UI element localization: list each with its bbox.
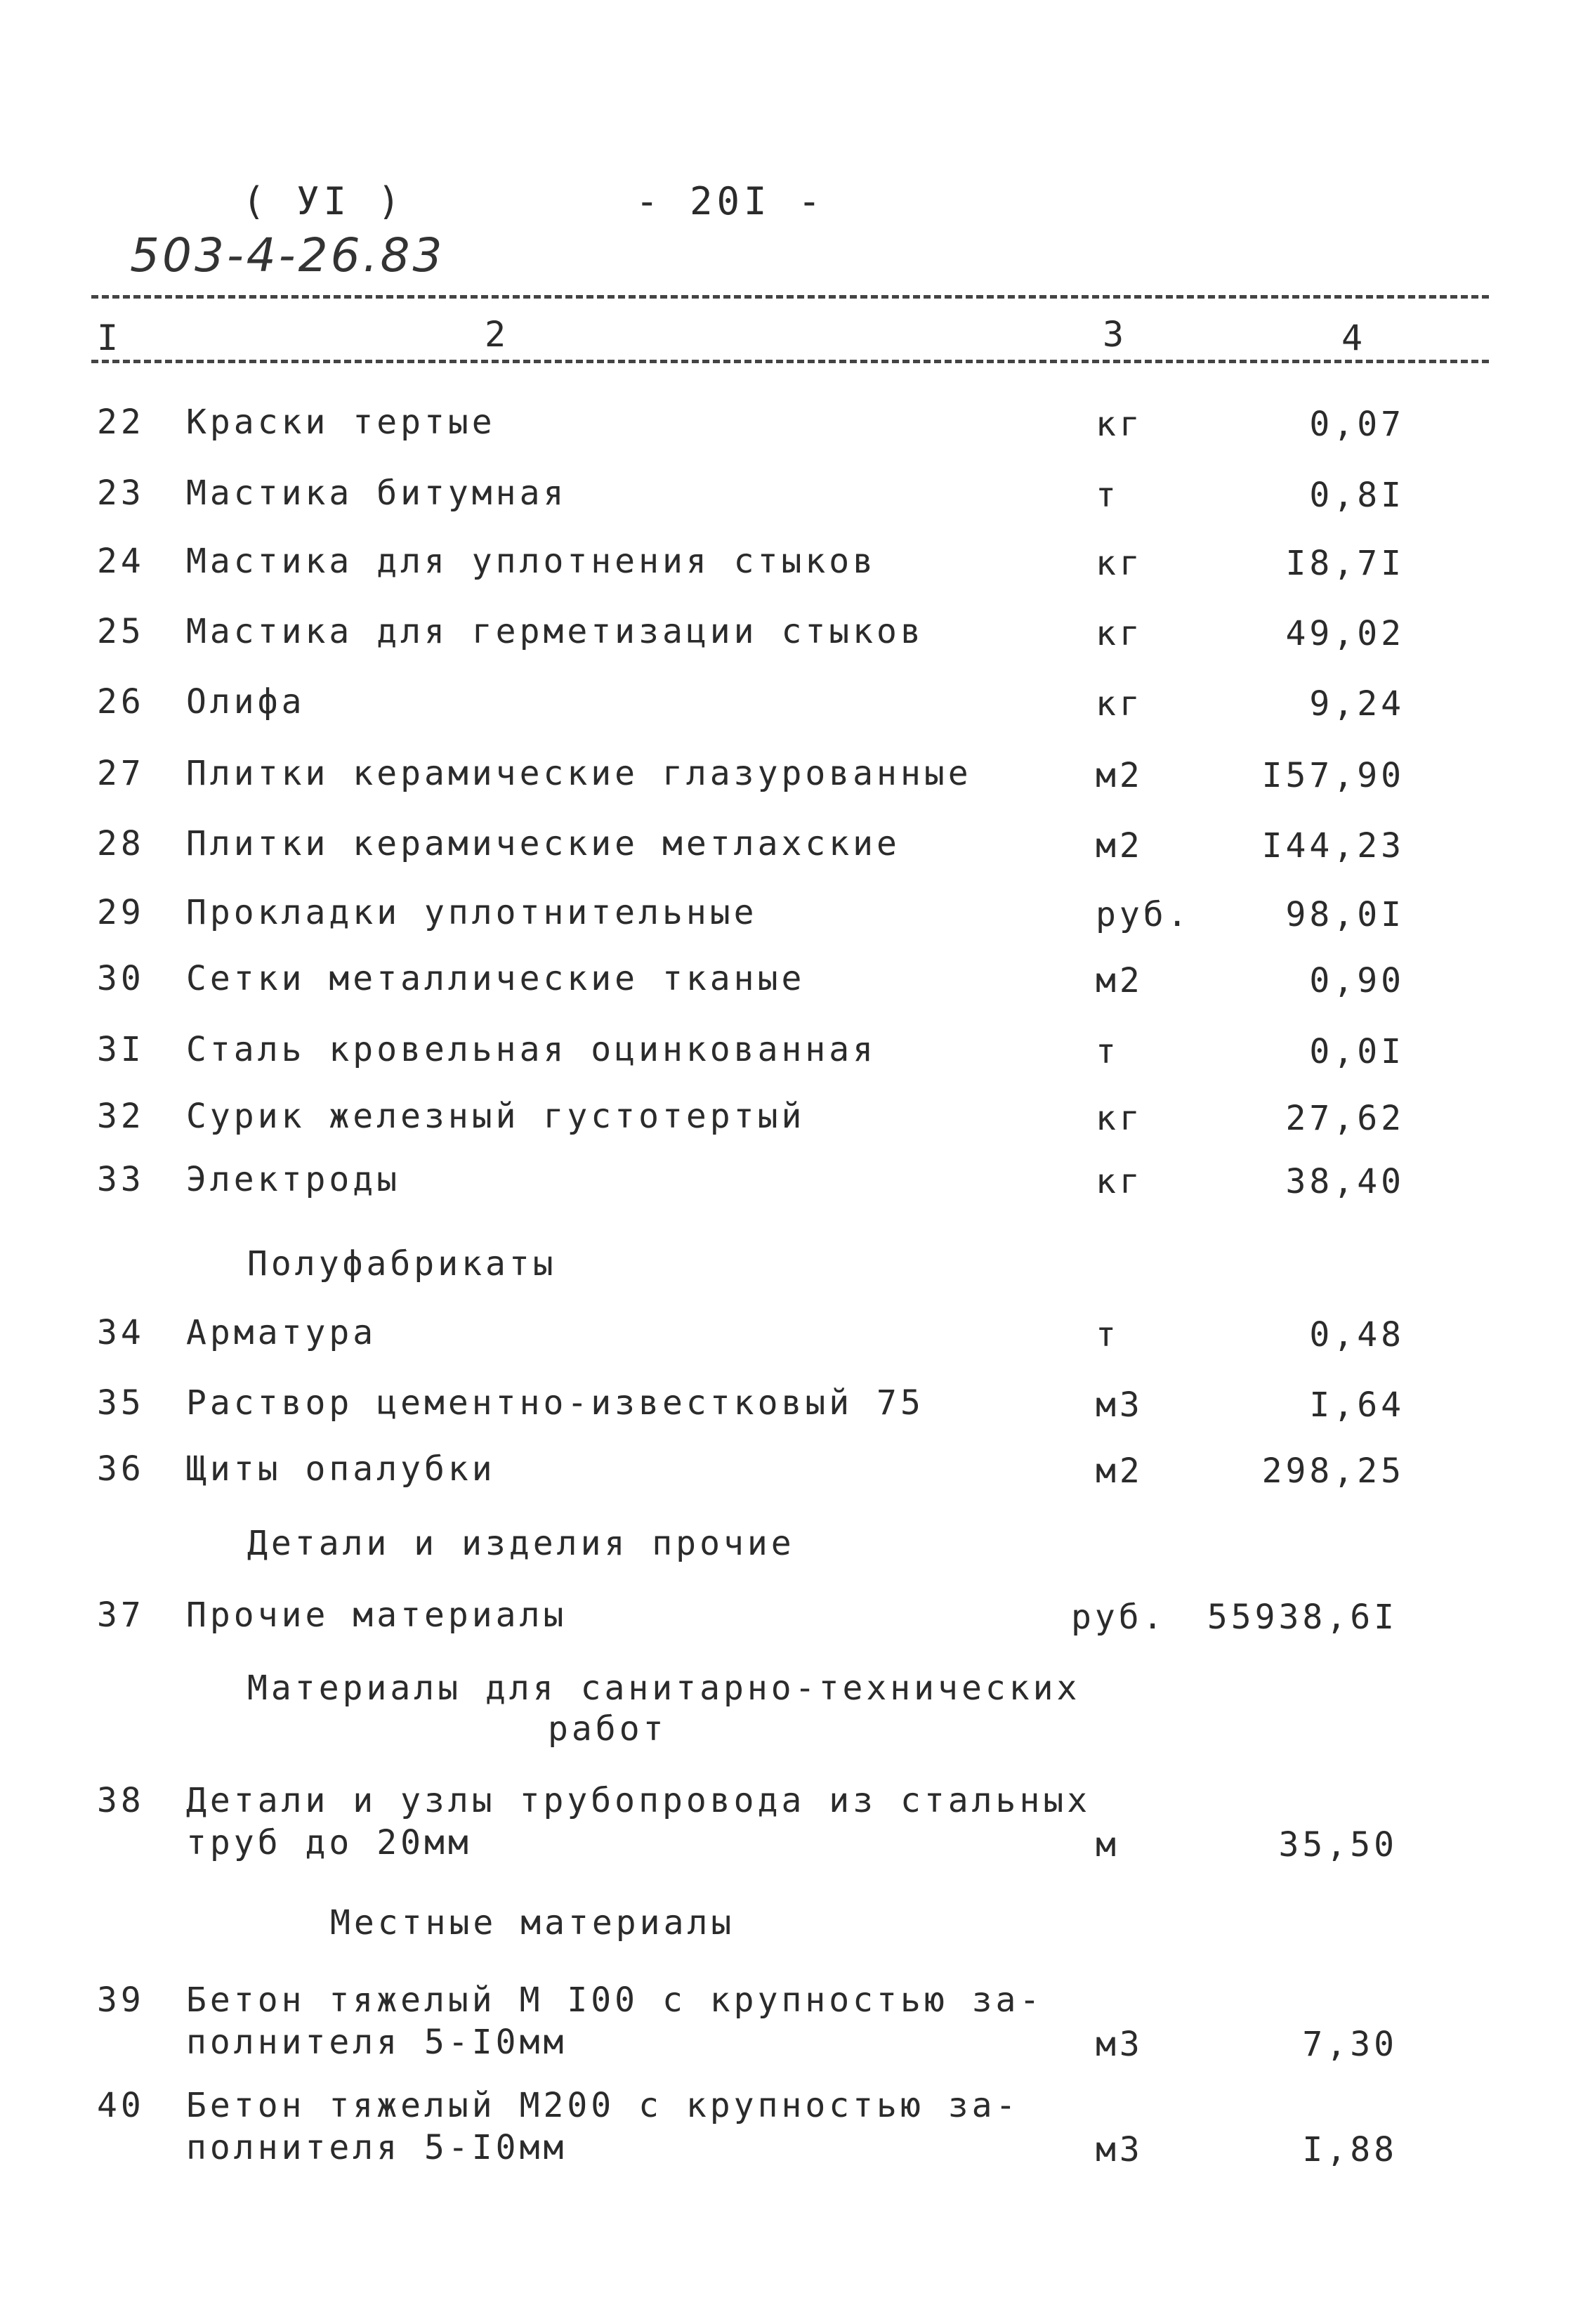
row-quantity: 0,90 bbox=[1309, 961, 1405, 1000]
row-unit: м3 bbox=[1096, 2130, 1143, 2169]
row-unit: кг bbox=[1096, 684, 1143, 724]
row-quantity: 0,0I bbox=[1309, 1032, 1405, 1071]
row-name: Раствор цементно-известковый 75 bbox=[186, 1383, 924, 1423]
row-name: Бетон тяжелый М200 с крупностью за- bbox=[186, 2086, 1020, 2125]
row-number: 23 bbox=[97, 474, 145, 513]
row-name: Мастика битумная bbox=[186, 474, 567, 513]
row-number: 39 bbox=[97, 1980, 145, 2020]
row-name: Сурик железный густотертый bbox=[186, 1097, 806, 1136]
row-name-continuation: труб до 20мм bbox=[186, 1823, 472, 1862]
row-name: Краски тертые bbox=[186, 403, 496, 442]
row-number: 27 bbox=[97, 754, 145, 793]
row-unit: т bbox=[1096, 1032, 1119, 1071]
row-quantity: 98,0I bbox=[1285, 895, 1405, 934]
row-unit: м2 bbox=[1096, 826, 1143, 866]
row-quantity: 49,02 bbox=[1285, 614, 1405, 653]
row-unit: руб. bbox=[1096, 895, 1191, 934]
row-unit: м3 bbox=[1096, 2025, 1143, 2064]
column-3-header: 3 bbox=[1103, 314, 1124, 355]
section-heading-sanitary: Материалы для санитарно-технических bbox=[247, 1669, 1081, 1708]
row-unit: кг bbox=[1096, 544, 1143, 583]
row-number: 34 bbox=[97, 1313, 145, 1352]
row-name: Бетон тяжелый М I00 с крупностью за- bbox=[186, 1980, 1044, 2020]
row-name: Плитки керамические метлахские bbox=[186, 824, 900, 863]
section-heading-local: Местные материалы bbox=[330, 1903, 735, 1943]
row-quantity: 298,25 bbox=[1261, 1451, 1405, 1491]
row-quantity: 35,50 bbox=[1278, 1825, 1398, 1865]
section-heading-parts: Детали и изделия прочие bbox=[247, 1524, 795, 1563]
row-quantity: 27,62 bbox=[1285, 1099, 1405, 1138]
row-unit: руб. bbox=[1071, 1598, 1167, 1637]
row-quantity: 38,40 bbox=[1285, 1162, 1405, 1201]
row-unit: кг bbox=[1096, 1099, 1143, 1138]
section-heading-sanitary-cont: работ bbox=[548, 1709, 667, 1749]
column-4-header: 4 bbox=[1341, 318, 1363, 358]
row-number: 30 bbox=[97, 959, 145, 998]
row-name: Арматура bbox=[186, 1313, 377, 1352]
row-name: Щиты опалубки bbox=[186, 1449, 496, 1489]
row-quantity: I8,7I bbox=[1285, 544, 1405, 583]
row-name-continuation: полнителя 5-I0мм bbox=[186, 2023, 567, 2062]
row-unit: т bbox=[1096, 476, 1119, 515]
row-name: Плитки керамические глазурованные bbox=[186, 754, 972, 793]
row-unit: м3 bbox=[1096, 1385, 1143, 1425]
row-number: 28 bbox=[97, 824, 145, 863]
row-number: 40 bbox=[97, 2086, 145, 2125]
row-name: Электроды bbox=[186, 1160, 401, 1199]
row-number: 25 bbox=[97, 612, 145, 651]
row-quantity: 55938,6I bbox=[1207, 1598, 1398, 1637]
row-quantity: 0,8I bbox=[1309, 476, 1405, 515]
section-roman: ( УI ) bbox=[242, 179, 405, 223]
row-name: Сталь кровельная оцинкованная bbox=[186, 1030, 877, 1069]
row-quantity: 0,48 bbox=[1309, 1315, 1405, 1354]
row-unit: кг bbox=[1096, 405, 1143, 444]
row-number: 38 bbox=[97, 1781, 145, 1820]
row-name: Прокладки уплотнительные bbox=[186, 893, 758, 932]
row-number: 33 bbox=[97, 1160, 145, 1199]
column-1-header: I bbox=[97, 318, 119, 358]
row-number: 36 bbox=[97, 1449, 145, 1489]
row-quantity: 9,24 bbox=[1309, 684, 1405, 724]
row-number: 37 bbox=[97, 1595, 145, 1635]
row-quantity: 7,30 bbox=[1302, 2025, 1398, 2064]
row-unit: м2 bbox=[1096, 961, 1143, 1000]
row-unit: м bbox=[1096, 1825, 1119, 1865]
row-unit: т bbox=[1096, 1315, 1119, 1354]
row-unit: кг bbox=[1096, 614, 1143, 653]
header-divider-bottom bbox=[91, 360, 1489, 363]
section-heading-semi-finished: Полуфабрикаты bbox=[247, 1244, 557, 1284]
row-number: 29 bbox=[97, 893, 145, 932]
row-name: Олифа bbox=[186, 682, 306, 722]
row-quantity: I,64 bbox=[1309, 1385, 1405, 1425]
row-unit: м2 bbox=[1096, 1451, 1143, 1491]
row-name: Детали и узлы трубопровода из стальных bbox=[186, 1781, 1091, 1820]
row-number: 3I bbox=[97, 1030, 145, 1069]
row-name: Мастика для уплотнения стыков bbox=[186, 542, 877, 581]
row-number: 24 bbox=[97, 542, 145, 581]
row-unit: м2 bbox=[1096, 756, 1143, 795]
row-quantity: I,88 bbox=[1302, 2130, 1398, 2169]
header-divider-top bbox=[91, 295, 1489, 299]
column-2-header: 2 bbox=[485, 314, 506, 355]
row-quantity: I44,23 bbox=[1261, 826, 1405, 866]
row-number: 35 bbox=[97, 1383, 145, 1423]
row-name: Прочие материалы bbox=[186, 1595, 567, 1635]
row-quantity: I57,90 bbox=[1261, 756, 1405, 795]
row-number: 32 bbox=[97, 1097, 145, 1136]
row-quantity: 0,07 bbox=[1309, 405, 1405, 444]
row-number: 22 bbox=[97, 403, 145, 442]
row-number: 26 bbox=[97, 682, 145, 722]
document-code: 503-4-26.83 bbox=[130, 228, 445, 282]
row-name: Мастика для герметизации стыков bbox=[186, 612, 924, 651]
row-name: Сетки металлические тканые bbox=[186, 959, 806, 998]
page-number: - 20I - bbox=[636, 179, 825, 223]
row-name-continuation: полнителя 5-I0мм bbox=[186, 2128, 567, 2167]
row-unit: кг bbox=[1096, 1162, 1143, 1201]
